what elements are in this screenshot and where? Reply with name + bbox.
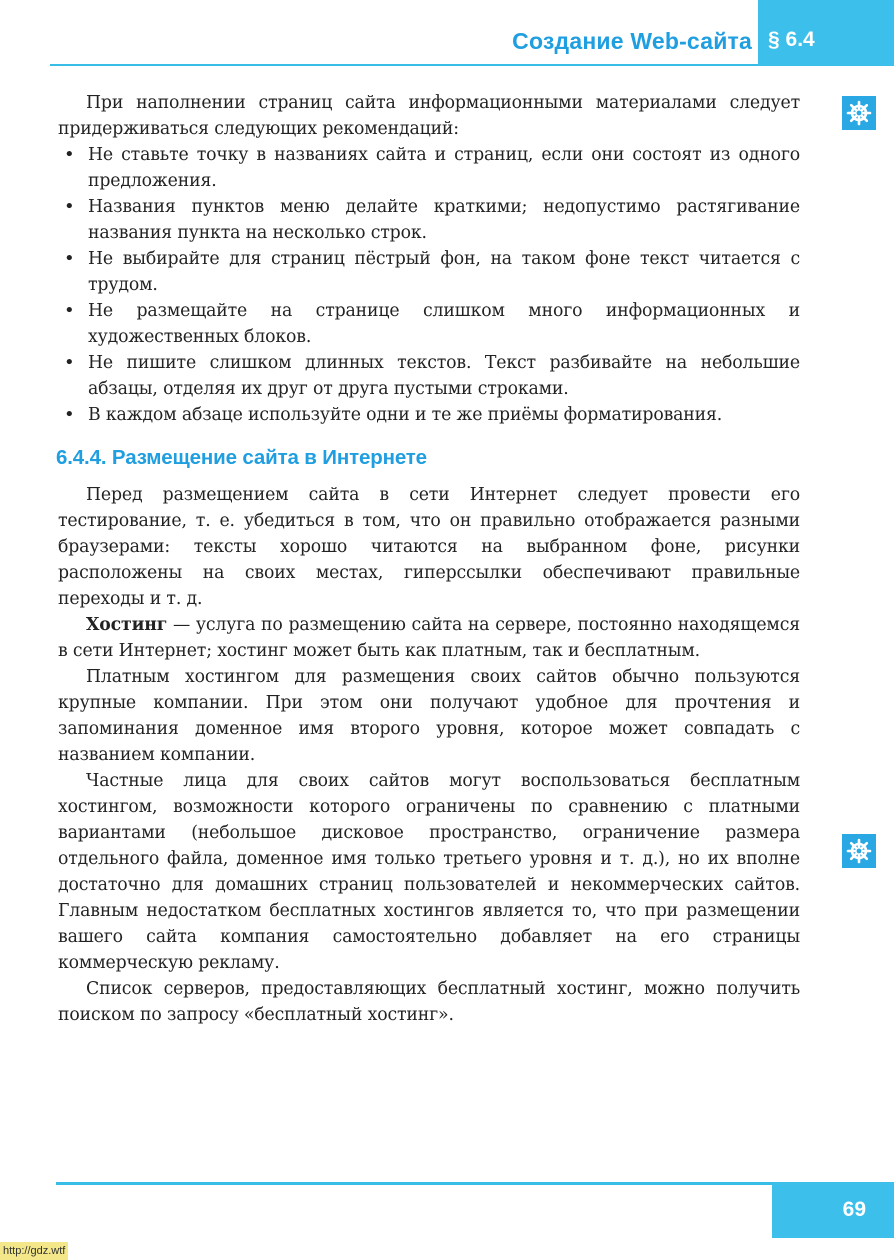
body-paragraph: Частные лица для своих сайтов могут воспользоваться бесплатным хостингом, возможности которого ограничены по сравнению с платными вариантами (небольшое дисковое пространство, ограничение размера отдельного файла, доменное имя только третьего уровня и т. д.), но их вполне достаточно для домашних страниц пользователей и некоммерческих сайтов. Главным недостатком бесплатных хостингов является то, что при размещении вашего сайта компания самостоятельно добавляет на его страницы коммерческую рекламу.: [58, 771, 800, 973]
section-label: § 6.4: [768, 28, 815, 51]
page-number-tab: [772, 1182, 894, 1238]
body-paragraph: Платным хостингом для размещения своих сайтов обычно пользуются крупные компании. При этом они получают удобное для прочтения и запоминания доменное имя второго уровня, которое может совпадать с названием компании.: [58, 667, 800, 765]
section-heading: 6.4.4. Размещение сайта в Интернете: [56, 446, 427, 469]
recommendations-list: [58, 142, 800, 428]
definition-paragraph: [58, 612, 800, 664]
section-tab: [758, 0, 894, 66]
definition-text: — услуга по размещению сайта на сервере, постоянно находящемся в сети Интернет; хостинг может быть как платным, так и бесплатным.: [58, 615, 800, 661]
ship-wheel-icon: [842, 834, 876, 868]
page-number: 69: [842, 1198, 866, 1221]
list-item: • Не ставьте точку в названиях сайта и страниц, если они состоят из одного предложения.: [58, 142, 800, 194]
watermark-link[interactable]: http://gdz.wtf: [0, 1242, 68, 1260]
chapter-title: Создание Web-сайта: [512, 28, 752, 54]
list-item: • Не выбирайте для страниц пёстрый фон, на таком фоне текст читается с трудом.: [58, 246, 800, 298]
defined-term: Хостинг: [86, 615, 168, 635]
list-item: • В каждом абзаце используйте одни и те же приёмы форматирования.: [58, 402, 800, 428]
list-item: • Не размещайте на странице слишком много информационных и художественных блоков.: [58, 298, 800, 350]
list-item: • Не пишите слишком длинных текстов. Текст разбивайте на небольшие абзацы, отделяя их друг от друга пустыми строками.: [58, 350, 800, 402]
ship-wheel-icon: [842, 96, 876, 130]
header-rule: [50, 64, 762, 66]
intro-paragraph: При наполнении страниц сайта информационными материалами следует придерживаться следующих рекомендаций:: [58, 93, 800, 139]
ship-wheel-glyph: [845, 837, 873, 865]
ship-wheel-glyph: [845, 99, 873, 127]
body-paragraph: Перед размещением сайта в сети Интернет следует провести его тестирование, т. е. убедиться в том, что он правильно отображается разными браузерами: тексты хорошо читаются на выбранном фоне, рисунки расположены на своих местах, гиперссылки обеспечивают правильные переходы и т. д.: [58, 485, 800, 609]
list-item: • Названия пунктов меню делайте краткими; недопустимо растягивание названия пункта на несколько строк.: [58, 194, 800, 246]
page-content: [58, 90, 800, 1028]
footer-rule: [56, 1182, 772, 1185]
body-paragraph: Список серверов, предоставляющих бесплатный хостинг, можно получить поиском по запросу «бесплатный хостинг».: [58, 979, 800, 1025]
